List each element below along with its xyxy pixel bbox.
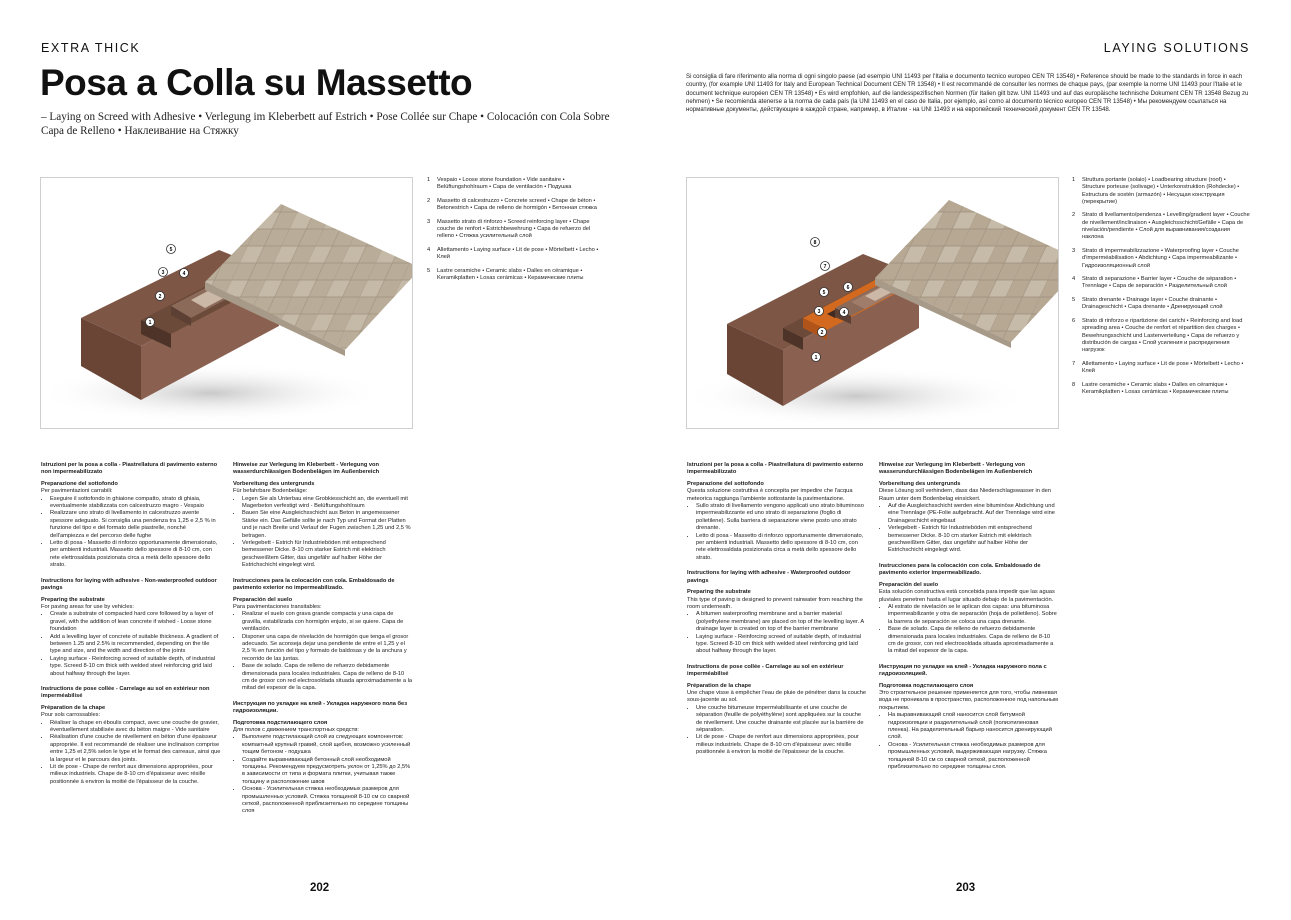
badge-4 [179, 265, 189, 283]
legend-number: 6 [1072, 317, 1076, 324]
legend-item [427, 177, 602, 192]
instruction-item: • Sullo strato di livellamento vengono applicati uno strato bituminoso impermeabilizzante ed uno strato di separazione (foglio di polietilene). Sulla barriera di separazione viene posto uno strato drenante. [696, 503, 867, 533]
page-subtitle: – Laying on Screed with Adhesive • Verlegung im Kleberbett auf Estrich • Pose Collée sur Chape • Colocación con Cola Sobre Capa de Relleno • Наклеивание на Стяжку [41, 111, 610, 137]
instruction-item: • Verlegebett - Estrich für Industrieböden mit entsprechend bemessener Dicke. 8-10 cm starker Estrich mit elektrisch geschweißtem Gitter, das ungefähr auf halber Höhe der Estrichschicht eingelegt wird. [888, 525, 1059, 555]
instruction-block [233, 462, 413, 570]
instruction-heading: Instrucciones para la colocación con cola. Embaldosado de pavimento exterior no impermeabilizado. [233, 577, 395, 592]
instruction-block [879, 563, 1059, 656]
legend-item [427, 198, 602, 213]
instruction-lead: This type of paving is designed to prevent rainwater from reaching the room underneath. [687, 596, 863, 610]
instruction-subheading: Подготовка подстилающего слоя [233, 719, 328, 726]
instruction-block [687, 664, 867, 757]
instruction-item: • Laying surface - Reinforcing screed of suitable depth, of industrial type. Screed 8-10 cm thick with welded steel reinforcing grid laid about halfway through the layer. [50, 656, 221, 678]
eyebrow-left: EXTRA THICK [41, 41, 141, 55]
page-title: Posa a Colla su Massetto [40, 62, 473, 103]
instruction-item: • Bauen Sie eine Ausgleichsschicht aus Beton in angemessener Stärke ein. Das Gefälle sollte je nach Typ und Format der Platten und je nach Breite und Verlauf der Fugen zwischen 1,25 und 2,5 % betragen. [242, 510, 413, 540]
legend-item [427, 219, 602, 241]
legend-text: Allettamento • Laying surface • Lit de pose • Mörtelbett • Lecho • Клей [437, 246, 599, 261]
instruction-block [233, 578, 413, 693]
instruction-list [879, 604, 1059, 656]
instructions-column-2 [233, 462, 413, 824]
legend-number: 1 [1072, 177, 1076, 183]
instruction-heading: Инструкция по укладке на клей - Укладка наружного пола без гидроизоляции. [233, 700, 408, 715]
instruction-item: • Al estrato de nivelación se le aplican dos capas: una bituminosa impermeabilizante y otra de separación (hoja de polietileno). Sobre la barrera de separación se coloca una capa drenante. [888, 604, 1059, 626]
instruction-lead: Diese Lösung soll verhindern, dass das Niederschlagswasser in den Raum unter dem Bodenbelag einsickert. [879, 488, 1051, 502]
layer-diagram-waterproofed [687, 178, 1058, 428]
badge-8 [810, 234, 820, 252]
instruction-block [233, 701, 413, 816]
legend-number: 7 [1072, 360, 1076, 367]
instruction-list [41, 611, 221, 678]
legend-item [1072, 297, 1250, 312]
instruction-subheading: Vorbereitung des untergrunds [879, 480, 961, 487]
instruction-item: • Основа - Усилительная стяжка необходимых размеров для промышленных условий. Стяжка толщиной 8-10 см со сварной сеткой, расположенной приблизительно по середине толщины слоя [242, 786, 413, 816]
instructions-column-3 [687, 462, 867, 765]
svg-text:1: 1 [148, 319, 152, 326]
legend-number: 2 [1072, 212, 1076, 219]
instruction-item: • Réalisation d'une couche de nivellement en béton d'une épaisseur appropriée. Il est recommandé de réaliser une inclinaison comprise entre 1,25 et 2,5% selon le type et le format des carreaux, ainsi que la largeur et le parcours des joints. [50, 734, 221, 764]
legend-text: Strato di rinforzo e ripartizione dei carichi • Reinforcing and load spreading area • Couche de renfort et répartition des charges • Bewehrungsschicht und Lastenverteilung • Capa de refuerzo y distribución de cargas • Слой усиления и распределения нагрузок [1082, 317, 1243, 354]
instruction-subheading: Préparation de la chape [687, 682, 752, 689]
instruction-lead: Questa soluzione costruttiva è concepita per impedire che l'acqua meteorica raggiunga l'ambiente sottostante la pavimentazione. [687, 488, 853, 502]
instruction-list [687, 503, 867, 562]
instruction-heading: Инструкция по укладке на клей - Укладка наружного пола с гидроизоляцией. [879, 663, 1047, 678]
instruction-item: • На выравнивающий слой наносится слой битумной гидроизоляции и разделительный слой (полиэтиленовая пленка). На разделительный барьер наносится дренирующий слой. [888, 712, 1059, 742]
badge-2 [817, 324, 827, 342]
legend-item [1072, 248, 1250, 270]
instruction-subheading: Preparing the substrate [687, 589, 751, 596]
instruction-lead: Une chape visse à empêcher l'eau de pluie de pénétrer dans la couche sous-jacente au sol. [687, 689, 867, 704]
instruction-subheading: Preparazione del sottofondo [41, 480, 118, 487]
layer-diagram-non-waterproofed [41, 178, 412, 428]
legend-item [1072, 276, 1250, 291]
instruction-lead: Per pavimentazioni carrabili: [41, 488, 113, 495]
legend-item [427, 268, 602, 283]
instruction-item: • Основа - Усилительная стяжка необходимых размеров для промышленных условий, выдерживающая нагрузку. Стяжка толщиной 8-10 см со сварной сеткой, расположенной приблизительно по середине толщины слоя. [888, 742, 1059, 772]
instruction-list [41, 720, 221, 787]
instruction-item: • Выполните подстилающий слой из следующих компонентов: компактный крупный гравий, слой щебня, возможно усиленный тощим бетоном - подушка [242, 734, 413, 756]
instruction-subheading: Preparing the substrate [41, 596, 105, 603]
instruction-item: • Legen Sie als Unterbau eine Grobkiesschicht an, die eventuell mit Magerbeton verfestigt wird - Belüftungshohlraum [242, 496, 413, 511]
instruction-list [233, 611, 413, 692]
legend-text: Struttura portante (solaio) • Loadbearing structure (roof) • Structure porteuse (solivage) • Unterkonstruktion (Rohdecke) • Estructura de sostén (armazón) • Несущая конструкция (перекрытие) [1082, 177, 1240, 205]
instruction-item: • Disponer una capa de nivelación de hormigón que tenga el grosor adecuado. Se aconseja dejar una pendiente de entre el 1,25 y el 2,5 % en función del tipo y formato de baldosas y de la anchura y recorrido de las juntas. [242, 634, 413, 664]
instruction-item: • Letto di posa - Massetto di rinforzo opportunamente dimensionato, per ambienti industriali. Massetto dello spessore di 8-10 cm, con rete elettrosaldata posizionata circa a metà dello spessore dello strato. [696, 533, 867, 563]
instruction-item: • Realizzare uno strato di livellamento in calcestruzzo avente spessore adeguato. Si consiglia una pendenza tra 1,25 e 2,5 % in funzione del tipo e del formato delle piastrelle, nonché dell'ampiezza e del percorso delle fughe [50, 510, 221, 540]
svg-text:1: 1 [814, 354, 818, 361]
instruction-list [687, 611, 867, 655]
instruction-subheading: Préparation de la chape [41, 704, 106, 711]
instruction-list [233, 496, 413, 570]
legend-number: 5 [427, 267, 431, 274]
instruction-item: • Lit de pose - Chape de renfort aux dimensions appropriées, pour milieux industriels. Chape de 8-10 cm d'épaisseur avec résille positionnée à environ la moitié de l'épaisseur de la couche. [50, 764, 221, 786]
legend-text: Strato drenante • Drainage layer • Couche drainante • Drainageschicht • Capa drenante • Дренирующий слой [1082, 297, 1223, 311]
instruction-item: • Lit de pose - Chape de renfort aux dimensions appropriées, pour milieux industriels. Chape de 8-10 cm d'épaisseur avec résille positionnée à environ la moitié de l'épaisseur de la couche. [696, 734, 867, 756]
instruction-subheading: Preparazione del sottofondo [687, 480, 764, 487]
page-number-left: 202 [310, 882, 330, 894]
instruction-heading: Instructions for laying with adhesive - Waterproofed outdoor pavings [687, 570, 851, 584]
svg-text:6: 6 [846, 284, 850, 291]
legend-item [1072, 318, 1250, 354]
instruction-list [233, 734, 413, 815]
legend-number: 1 [427, 177, 431, 183]
instruction-lead: For paving areas for use by vehicles: [41, 603, 134, 610]
legend-number: 3 [1072, 247, 1076, 254]
instruction-item: • Realizar el suelo con grava grande compacta y una capa de gravilla, estabilizada con hormigón enjuto, si se quiere. Capa de ventilación. [242, 611, 413, 633]
legend-item [1072, 177, 1250, 206]
badge-7 [820, 258, 830, 276]
instructions-column-1 [41, 462, 221, 794]
instruction-item: • Создайте выравнивающий бетонный слой необходимой толщины. Рекомендуем предусмотреть уклон от 1,25% до 2,5% в зависимости от типа и формата плитки, учитывая также толщину и расположение швов [242, 757, 413, 787]
instruction-lead: Для полов с движением транспортных средств: [233, 727, 359, 733]
instruction-block [41, 462, 221, 570]
legend-number: 2 [427, 197, 431, 204]
legend-number: 5 [1072, 297, 1076, 304]
instruction-item: • Auf die Ausgleichsschicht werden eine bituminöse Abdichtung und eine Trennlage (PE-Folie aufgebracht. Auf der Trennlage wird eine Drainageschicht eingebaut [888, 503, 1059, 525]
instruction-list [879, 503, 1059, 555]
svg-text:4: 4 [182, 270, 186, 277]
badge-3 [814, 303, 824, 321]
instruction-heading: Hinweise zur Verlegung im Kleberbett - Verlegung von wasserdurchlässigen Bodenbelägen im Außenbereich [233, 462, 380, 476]
instruction-block [687, 462, 867, 562]
eyebrow-right: LAYING SOLUTIONS [1103, 41, 1250, 55]
figure-non-waterproofed [40, 177, 413, 429]
svg-text:3: 3 [817, 308, 821, 315]
badge-1 [145, 314, 155, 332]
legend-text: Lastre ceramiche • Ceramic slabs • Dalles en céramique • Keramikplatten • Losas cerámicas • Керамические плиты [1082, 381, 1229, 395]
legend-text: Massetto di calcestruzzo • Concrete screed • Chape de béton • Betonestrich • Capa de relleno de hormigón • Бетонная стяжка [437, 197, 597, 212]
legend-number: 4 [427, 246, 431, 253]
instruction-block [41, 578, 221, 678]
instruction-heading: Istruzioni per la posa a colla - Piastrellatura di pavimento esterno impermeabilizzato [687, 462, 864, 476]
badge-1 [811, 349, 821, 367]
instruction-lead: Esta solución constructiva está concebida para impedir que las aguas pluviales penetren hasta el lugar situado debajo de la pavimentación. [879, 589, 1055, 603]
badge-6 [843, 279, 853, 297]
svg-text:7: 7 [823, 263, 827, 270]
instruction-item: • Réaliser la chape en éboulis compact, avec une couche de gravier, éventuellement stabilisée avec du béton maigre - Vide sanitaire [50, 720, 221, 735]
instruction-subheading: Vorbereitung des untergrunds [233, 480, 315, 487]
badge-5 [166, 241, 176, 259]
instruction-item: • Base de solado. Capa de relleno de refuerzo debidamente dimensionada para locales industriales. Capa de relleno de 8-10 cm de grosor, con red electrosoldada situada aproximadamente a la mitad del espesor de la capa. [888, 626, 1059, 656]
instruction-subheading: Preparación del suelo [233, 596, 293, 603]
legend-item [1072, 212, 1250, 241]
instruction-subheading: Подготовка подстилающего слоя [879, 682, 974, 689]
legend-item [427, 247, 602, 262]
legend-text: Massetto strato di rinforzo • Screed reinforcing layer • Chape couche de renfort • Estrichbewehrung • Capa de refuerzo del relleno • Стяжка усилительный слой [437, 218, 591, 240]
svg-text:2: 2 [158, 293, 162, 300]
right-legend [1072, 177, 1250, 403]
instruction-list [879, 712, 1059, 771]
instruction-heading: Instructions de pose collée - Carrelage au sol en extérieur non imperméabilisé [41, 685, 210, 700]
left-legend [427, 177, 602, 289]
legend-text: Allettamento • Laying surface • Lit de pose • Mörtelbett • Lecho • Клей [1082, 360, 1244, 375]
standards-note: Si consiglia di fare riferimento alla norma di ogni singolo paese (ad esempio UNI 11493 per l'Italia e documento tecnico europeo CEN TR 13548) • Reference should be made to the standards in force in each country, (for example UNI 11493 for Italy and European Technical Document CEN TR 13548) • Il est recommandé de consulter les normes de chaque pays, (par exemple la norme UNI 11493 pour l'Italie et le document technique européen CEN TR 13548) • Es wird empfohlen, auf die landesspezifischen Normen (für Italien gilt bzw. UNI 11493 und auf das europäische technische Dokument CEN TR 13548 Bezug zu nehmen) • Se recomienda atenerse a la norma de cada país (la UNI 11493 en el caso de Italia, por ejemplo, así como al documento técnico europeo CEN TR 13548) • Мы рекомендуем ссылаться на нормативные документы, действующие в каждой стране, например, в Италии - на UNI 11493 и на европейский технический документ CEN TR 13548. [686, 73, 1249, 114]
legend-text: Strato di impermeabilizzazione • Waterproofing layer • Couche d'imperméabilisation • Abdichtung • Capa impermeabilizante • Гидроизоляционный слой [1082, 247, 1239, 269]
instruction-heading: Instructions for laying with adhesive - Non-waterproofed outdoor pavings [41, 577, 217, 592]
page-number-right: 203 [956, 882, 976, 894]
instruction-item: • Laying surface - Reinforcing screed of suitable depth, of industrial type. Screed 8-10 cm thick with welded steel reinforcing grid laid about halfway through the layer. [696, 634, 867, 656]
instruction-lead: Pour sols carrossables: [41, 712, 101, 719]
badge-5 [819, 284, 829, 302]
instruction-lead: Это строительное решение применяется для того, чтобы ливневая вода не проникала в пространство, расположенное под напольным покрытием. [879, 689, 1058, 711]
badge-4 [839, 304, 849, 322]
svg-text:5: 5 [169, 246, 173, 253]
instruction-item: • Une couche bitumeuse imperméabilisante et une couche de séparation (feuille de polyéthylène) sont appliquées sur la couche de nivellement. Une couche drainante est placée sur la barrière de séparation. [696, 705, 867, 735]
legend-number: 3 [427, 218, 431, 225]
instruction-list [41, 496, 221, 570]
svg-text:4: 4 [842, 309, 846, 316]
badge-2 [155, 288, 165, 306]
instruction-heading: Instructions de pose collée - Carrelage au sol en extérieur imperméabilisé [687, 663, 844, 678]
legend-number: 4 [1072, 276, 1076, 283]
instruction-block [879, 462, 1059, 555]
legend-item [1072, 382, 1250, 397]
legend-text: Vespaio • Loose stone foundation • Vide sanitaire • Belüftungshohlraum • Capa de ventilación • Подушка [437, 177, 572, 191]
instruction-item: • Eseguire il sottofondo in ghiaione compatto, strato di ghiaia, eventualmente stabilizzata con calcestruzzo magro - Vespaio [50, 496, 221, 511]
instructions-column-4 [879, 462, 1059, 779]
instruction-item: • A bitumen waterproofing membrane and a barrier material (polyethylene membrane) are placed on top of the levelling layer. A drainage layer is created on top of the barrier membrane [696, 611, 867, 633]
instruction-heading: Instrucciones para la colocación con cola. Embaldosado de pavimento exterior impermeabilizado. [879, 562, 1041, 577]
legend-text: Lastre ceramiche • Ceramic slabs • Dalles en céramique • Keramikplatten • Losas cerámicas • Керамические плиты [437, 267, 584, 282]
legend-text: Strato di separazione • Barrier layer • Couche de séparation • Trennlage • Capa de separación • Разделительный слой [1082, 276, 1237, 290]
instruction-block [687, 570, 867, 655]
instruction-block [41, 686, 221, 786]
instruction-heading: Hinweise zur Verlegung im Kleberbett - Verlegung von wasserundurchlässigen Bodenbelägen im Außenbereich [879, 462, 1033, 476]
instruction-lead: Für befahrbare Bodenbeläge: [233, 488, 308, 495]
instruction-subheading: Preparación del suelo [879, 581, 939, 588]
figure-waterproofed [686, 177, 1059, 429]
legend-number: 8 [1072, 381, 1076, 388]
legend-text: Strato di livellamento/pendenza • Levelling/gradient layer • Couche de nivellement/inclinaison • Ausgleichsschicht/Gefälle • Capa de nivelación/pendiente • Слой для выравнивания/создания наклона [1082, 212, 1250, 241]
svg-text:8: 8 [813, 239, 817, 246]
svg-text:3: 3 [161, 269, 165, 276]
instruction-list [687, 705, 867, 757]
instruction-item: • Letto di posa - Massetto di rinforzo opportunamente dimensionato, per ambienti industriali. Massetto dello spessore di 8-10 cm, con rete elettrosaldata posizionata circa a metà dello spessore dello strato. [50, 540, 221, 570]
instruction-lead: Para pavimentaciones transitables: [233, 603, 322, 610]
instruction-item: • Add a levelling layer of concrete of suitable thickness. A gradient of between 1.25 and 2.5% is recommended, depending on the tile type and size, and the width and direction of the joints [50, 634, 221, 656]
instruction-item: • Create a substrate of compacted hard core followed by a layer of gravel, with the addition of lean concrete if wished - Loose stone foundation [50, 611, 221, 633]
badge-3 [158, 264, 168, 282]
svg-text:2: 2 [820, 329, 824, 336]
svg-text:5: 5 [822, 289, 826, 296]
instruction-block [879, 664, 1059, 772]
legend-item [1072, 361, 1250, 376]
instruction-item: • Base de solado. Capa de relleno de refuerzo debidamente dimensionada para locales industriales. Capa de relleno de 8-10 cm de grosor con red electrosoldada situada aproximadamente a la mitad del espesor de la capa. [242, 663, 413, 693]
instruction-heading: Istruzioni per la posa a colla - Piastrellatura di pavimento esterno non impermeabilizzato [41, 462, 218, 476]
instruction-item: • Verlegebett - Estrich für Industrieböden mit entsprechend bemessener Dicke. 8-10 cm starker Estrich mit elektrisch geschweißtem Gitter, das ungefähr auf halber Höhe der Estrichschicht eingelegt wird. [242, 540, 413, 570]
